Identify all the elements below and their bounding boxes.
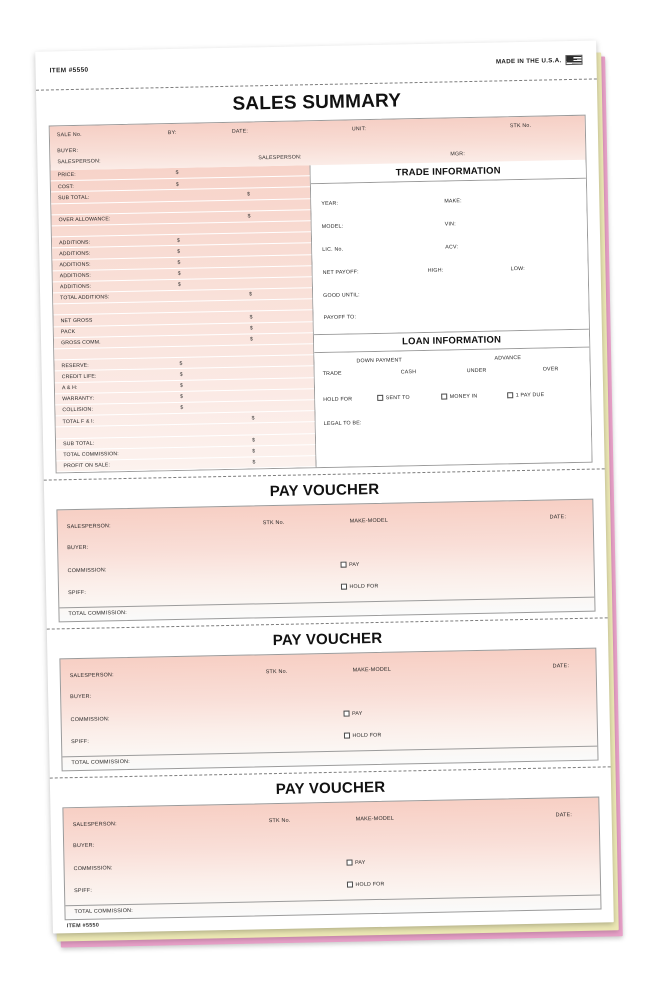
- field-voucher-salesperson[interactable]: SALESPERSON:: [66, 523, 111, 531]
- pay-voucher-section: [44, 469, 608, 629]
- field-voucher-stk-no[interactable]: STK No.: [268, 817, 291, 825]
- field-voucher-commission[interactable]: COMMISSION:: [67, 567, 107, 575]
- field-legal-to-be[interactable]: LEGAL TO BE:: [323, 420, 362, 428]
- ledger-row-label: PACK: [60, 328, 76, 336]
- ledger-row-label: RESERVE:: [61, 362, 89, 369]
- checkbox-voucher-hold-for[interactable]: [341, 583, 379, 590]
- ledger-row-amount[interactable]: $: [249, 314, 253, 321]
- ledger-row-label: SUB TOTAL:: [58, 194, 90, 202]
- ledger-row-label: CREDIT LIFE:: [61, 373, 97, 381]
- checkbox-voucher-pay[interactable]: [341, 561, 360, 568]
- checkbox-money-in[interactable]: [441, 393, 477, 400]
- pay-voucher-box: [62, 797, 601, 921]
- checkbox-label: 1 PAY DUE: [515, 392, 545, 399]
- ledger-row-label: COST:: [57, 183, 75, 190]
- pay-voucher-title: PAY VOUCHER: [275, 778, 386, 799]
- field-stk-no[interactable]: STK No.: [509, 122, 532, 130]
- checkbox-voucher-pay[interactable]: [343, 710, 362, 717]
- ledger-row-label: NET GROSS: [60, 317, 93, 325]
- ledger-row-amount[interactable]: $: [179, 371, 183, 378]
- checkbox-label: PAY: [349, 561, 360, 569]
- field-advance: ADVANCE: [494, 355, 522, 362]
- field-voucher-make-model[interactable]: MAKE-MODEL: [355, 815, 394, 823]
- voucher-total-divider: [62, 746, 597, 758]
- checkbox-icon[interactable]: [441, 394, 447, 400]
- checkbox-icon[interactable]: [341, 562, 347, 568]
- made-in-usa-label: MADE IN THE U.S.A.: [495, 56, 562, 65]
- ledger-row-amount[interactable]: $: [252, 459, 256, 466]
- ledger-row-label: PROFIT ON SALE:: [63, 462, 111, 470]
- field-voucher-spiff[interactable]: SPIFF:: [71, 738, 90, 746]
- field-low[interactable]: LOW:: [510, 265, 525, 272]
- ledger-row-amount[interactable]: $: [180, 405, 184, 412]
- field-buyer[interactable]: BUYER:: [57, 147, 79, 155]
- ledger-row-label: A & H:: [61, 384, 78, 392]
- field-voucher-salesperson[interactable]: SALESPERSON:: [69, 672, 114, 680]
- field-voucher-buyer[interactable]: BUYER:: [67, 544, 89, 552]
- field-voucher-buyer[interactable]: BUYER:: [70, 693, 92, 701]
- field-over[interactable]: OVER: [542, 366, 559, 373]
- ledger-row-label: OVER ALLOWANCE:: [58, 216, 111, 224]
- field-make[interactable]: MAKE:: [444, 197, 462, 205]
- ledger-row-label: GROSS COMM.: [61, 339, 101, 347]
- field-voucher-spiff[interactable]: SPIFF:: [74, 887, 93, 895]
- field-hold-for[interactable]: HOLD FOR: [323, 396, 353, 404]
- field-payoff-to[interactable]: PAYOFF TO:: [323, 313, 357, 321]
- field-sale-no[interactable]: SALE No.: [56, 131, 82, 139]
- trade-information-title: TRADE INFORMATION: [311, 160, 586, 184]
- field-voucher-commission[interactable]: COMMISSION:: [70, 716, 110, 724]
- checkbox-voucher-hold-for[interactable]: [344, 732, 382, 739]
- field-under[interactable]: UNDER: [466, 367, 487, 375]
- field-voucher-date[interactable]: DATE:: [552, 663, 570, 670]
- field-unit[interactable]: UNIT:: [351, 126, 367, 133]
- ledger-row-amount[interactable]: $: [177, 248, 181, 255]
- field-salesperson-1[interactable]: SALESPERSON:: [57, 158, 101, 166]
- field-voucher-buyer[interactable]: BUYER:: [73, 842, 95, 850]
- checkbox-icon[interactable]: [341, 584, 347, 590]
- field-mgr[interactable]: MGR:: [450, 151, 466, 158]
- field-voucher-commission[interactable]: COMMISSION:: [73, 865, 113, 873]
- checkbox-1-pay-due[interactable]: [507, 392, 544, 399]
- ledger-row-label: TOTAL ADDITIONS:: [60, 294, 110, 302]
- ledger-row-label: WARRANTY:: [62, 395, 95, 403]
- ledger-row-label: ADDITIONS:: [59, 283, 92, 291]
- field-acv[interactable]: ACV:: [445, 243, 459, 251]
- ledger-row-label: SUB TOTAL:: [63, 440, 95, 448]
- field-voucher-total-commission[interactable]: TOTAL COMMISSION:: [74, 907, 133, 916]
- ledger-row-amount[interactable]: $: [179, 382, 183, 389]
- checkbox-label: HOLD FOR: [349, 583, 379, 591]
- field-voucher-stk-no[interactable]: STK No.: [265, 668, 288, 676]
- ledger-row-label: ADDITIONS:: [59, 250, 91, 257]
- ledger-row-label: ADDITIONS:: [58, 239, 91, 246]
- item-number-bottom: ITEM #5550: [66, 922, 100, 930]
- field-net-payoff[interactable]: NET PAYOFF:: [322, 268, 359, 276]
- ledger-column: [51, 165, 317, 472]
- voucher-total-divider: [65, 895, 600, 907]
- checkbox-icon[interactable]: [507, 392, 513, 398]
- ledger-row-amount[interactable]: $: [175, 170, 179, 177]
- pay-voucher-box: [59, 648, 598, 772]
- sales-summary-box: [49, 115, 593, 474]
- ledger-row-amount[interactable]: $: [249, 291, 253, 298]
- voucher-total-divider: [59, 597, 594, 609]
- ledger-row-label: PRICE:: [57, 172, 76, 179]
- checkbox-label: PAY: [354, 859, 366, 867]
- ledger-row-amount[interactable]: $: [177, 270, 181, 277]
- field-cash[interactable]: CASH: [400, 369, 417, 376]
- made-in-usa: [496, 55, 583, 67]
- ledger-row-amount[interactable]: $: [177, 259, 181, 266]
- field-trade[interactable]: TRADE: [322, 370, 342, 378]
- ledger-row-label: TOTAL F & I:: [62, 418, 95, 425]
- ledger-row-label: ADDITIONS:: [59, 272, 91, 280]
- sales-summary-title: SALES SUMMARY: [232, 90, 402, 115]
- checkbox-sent-to[interactable]: [377, 394, 410, 401]
- ledger-row-amount[interactable]: $: [247, 213, 251, 220]
- checkbox-label: MONEY IN: [449, 393, 478, 400]
- pay-vouchers-container: [44, 469, 614, 920]
- ledger-row-label: ADDITIONS:: [59, 261, 91, 269]
- checkbox-voucher-pay[interactable]: [346, 859, 365, 866]
- loan-information-body: [314, 348, 591, 460]
- ledger-row-amount[interactable]: $: [247, 191, 251, 198]
- pay-voucher-section: [47, 618, 611, 778]
- field-voucher-total-commission[interactable]: TOTAL COMMISSION:: [68, 610, 127, 618]
- field-vin[interactable]: VIN:: [444, 220, 456, 228]
- ledger-row-amount[interactable]: $: [251, 414, 255, 421]
- field-voucher-total-commission[interactable]: TOTAL COMMISSION:: [71, 759, 130, 767]
- field-by[interactable]: BY:: [167, 129, 177, 137]
- checkbox-icon[interactable]: [346, 860, 352, 866]
- ledger-row-label: COLLISION:: [62, 406, 94, 414]
- pay-voucher-title: PAY VOUCHER: [269, 480, 380, 501]
- checkbox-label: HOLD FOR: [355, 881, 385, 889]
- field-year[interactable]: YEAR:: [321, 200, 339, 207]
- ledger-row-label: TOTAL COMMISSION:: [63, 451, 119, 459]
- checkbox-icon[interactable]: [377, 395, 383, 401]
- ledger-row-amount[interactable]: $: [251, 437, 255, 444]
- checkbox-label: PAY: [352, 710, 363, 718]
- checkbox-icon[interactable]: [343, 711, 349, 717]
- ledger-row-amount[interactable]: $: [252, 448, 256, 455]
- pay-voucher-title: PAY VOUCHER: [272, 629, 383, 650]
- ledger-row-amount[interactable]: $: [179, 360, 183, 367]
- usa-flag-icon: [565, 55, 582, 65]
- checkbox-label: SENT TO: [385, 394, 410, 402]
- checkbox-icon[interactable]: [344, 733, 350, 739]
- field-high[interactable]: HIGH:: [427, 267, 444, 274]
- info-column: [311, 160, 592, 468]
- ledger-row-amount[interactable]: $: [177, 282, 181, 289]
- summary-columns: [51, 160, 592, 473]
- field-voucher-date[interactable]: DATE:: [549, 514, 567, 521]
- field-date[interactable]: DATE:: [231, 128, 249, 135]
- field-voucher-spiff[interactable]: SPIFF:: [68, 589, 87, 597]
- field-voucher-make-model[interactable]: MAKE-MODEL: [349, 517, 389, 525]
- field-voucher-stk-no[interactable]: STK No.: [262, 519, 285, 527]
- ledger-row-amount[interactable]: $: [249, 325, 253, 332]
- checkbox-icon[interactable]: [347, 882, 353, 888]
- field-good-until[interactable]: GOOD UNTIL:: [323, 291, 360, 299]
- ledger-row-amount[interactable]: $: [176, 237, 180, 244]
- pay-voucher-section: [50, 767, 614, 920]
- field-salesperson-2[interactable]: SALESPERSON:: [258, 154, 302, 162]
- field-voucher-salesperson[interactable]: SALESPERSON:: [72, 821, 117, 829]
- checkbox-label: HOLD FOR: [352, 732, 382, 740]
- field-voucher-make-model[interactable]: MAKE-MODEL: [352, 666, 391, 674]
- sales-summary-form: [35, 40, 614, 933]
- ledger-row-amount[interactable]: $: [175, 181, 179, 188]
- loan-information-title: LOAN INFORMATION: [314, 328, 589, 353]
- pay-voucher-box: [56, 499, 595, 623]
- checkbox-voucher-hold-for[interactable]: [347, 881, 385, 888]
- field-model[interactable]: MODEL:: [321, 223, 344, 230]
- field-down-payment: DOWN PAYMENT: [356, 357, 403, 365]
- field-voucher-date[interactable]: DATE:: [555, 812, 573, 819]
- ledger-row-amount[interactable]: $: [180, 393, 184, 401]
- field-lic-no[interactable]: LIC. No.: [322, 246, 344, 253]
- trade-information-body: [311, 178, 589, 333]
- ledger-row-amount[interactable]: $: [249, 336, 253, 343]
- item-number-top: ITEM #5550: [49, 66, 89, 74]
